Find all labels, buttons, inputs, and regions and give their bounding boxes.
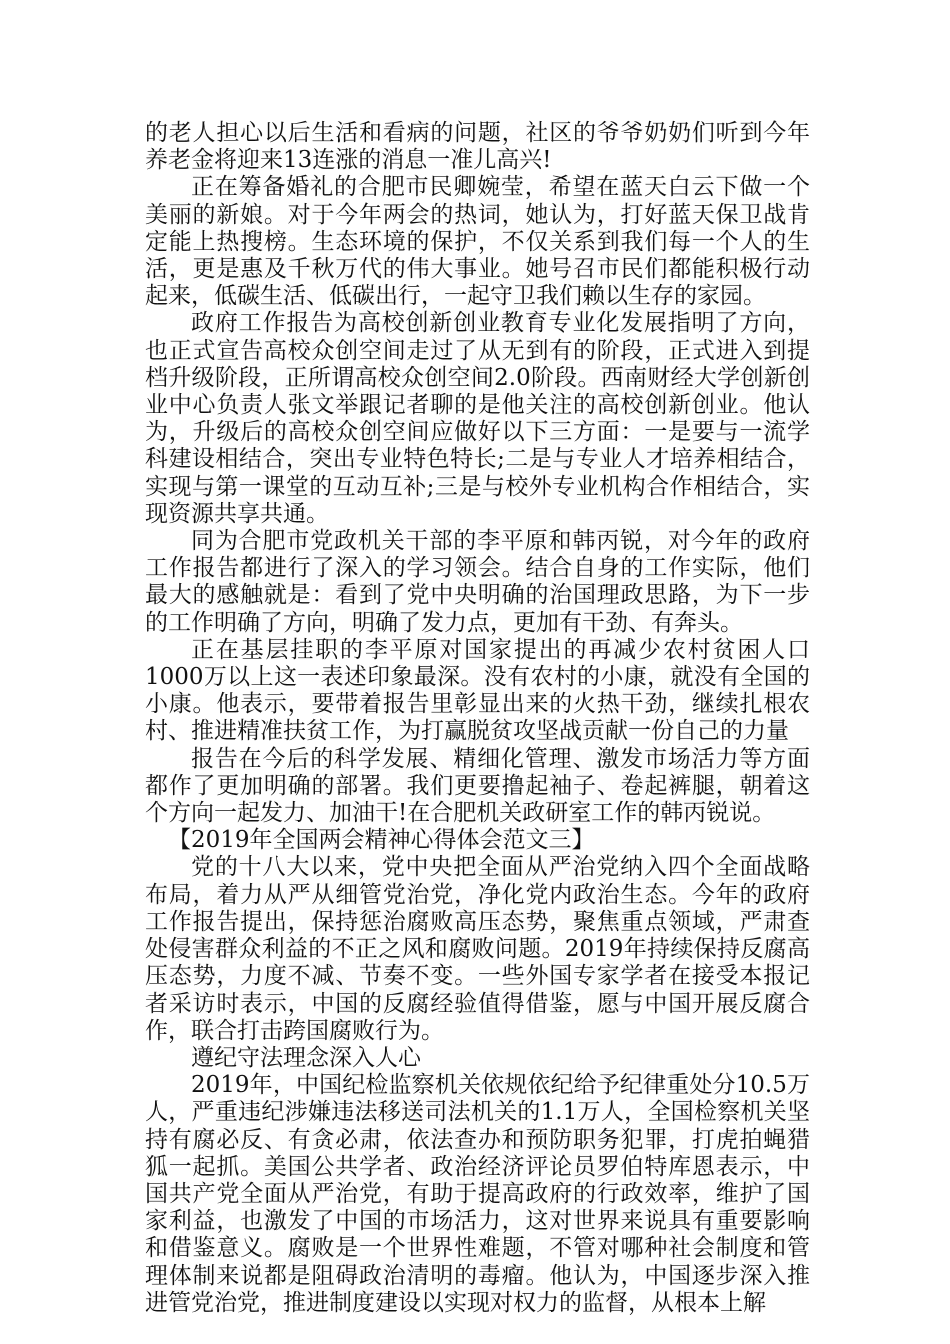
paragraph-anti-corruption: 党的十八大以来，党中央把全面从严治党纳入四个全面战略布局，着力从严从细管党治党，净化党内政治生态。今年的政府工作报告提出，保持惩治腐败高压态势，聚焦重点领域，严肃查处侵害群众利益的不正之风和腐败问题。2019年持续保持反腐高压态势，力度不减、节奏不变。一些外国专家学者在接受本报记者采访时表示，中国的反腐经验值得借鉴，愿与中国开展反腐合作，联合打击跨国腐败行为。: [145, 854, 810, 1044]
paragraph-university-innovation: 政府工作报告为高校创新创业教育专业化发展指明了方向，也正式宣告高校众创空间走过了从无到有的阶段，正式进入到提档升级阶段，正所谓高校众创空间2.0阶段。西南财经大学创新创业中心负责人张文举跟记者聊的是他关注的高校创新创业。他认为，升级后的高校众创空间应做好以下三方面：一是要与一流学科建设相结合，突出专业特色特长;二是与专业人才培养相结合，实现与第一课堂的互动互补;三是与校外专业机构合作相结合，实现资源共享共通。: [145, 310, 810, 527]
paragraph-discipline-details: 2019年，中国纪检监察机关依规依纪给予纪律重处分10.5万人，严重违纪涉嫌违法移送司法机关的1.1万人，全国检察机关坚持有腐必反、有贪必肃，依法查办和预防职务犯罪，打虎拍蝇猎狐一起抓。美国公共学者、政治经济评论员罗伯特库恩表示，中国共产党全面从严治党，有助于提高政府的行政效率，维护了国家利益，也激发了中国的市场活力，这对世界来说具有重要影响和借鉴意义。腐败是一个世界性难题，不管对哪种社会制度和管理体制来说都是阻碍政治清明的毒瘤。他认为，中国逐步深入推进管党治党，推进制度建设以实现对权力的监督，从根本上解: [145, 1072, 810, 1316]
paragraph-elderly-pension: 的老人担心以后生活和看病的问题，社区的爷爷奶奶们听到今年养老金将迎来13连涨的消息一准儿高兴!: [145, 120, 810, 174]
section-heading: 【2019年全国两会精神心得体会范文三】: [168, 827, 595, 854]
paragraph-wedding-blue-sky: 正在筹备婚礼的合肥市民卿婉莹，希望在蓝天白云下做一个美丽的新娘。对于今年两会的热词，她认为，打好蓝天保卫战肯定能上热搜榜。生态环境的保护，不仅关系到我们每一个人的生活，更是惠及千秋万代的伟大事业。她号召市民们都能积极行动起来，低碳生活、低碳出行，一起守卫我们赖以生存的家园。: [145, 174, 810, 310]
paragraph-hefei-officials: 同为合肥市党政机关干部的李平原和韩丙锐，对今年的政府工作报告都进行了深入的学习领会。结合自身的工作实际，他们最大的感触就是：看到了党中央明确的治国理政思路，为下一步的工作明确了方向，明确了发力点，更加有干劲、有奔头。: [145, 528, 810, 636]
paragraph-report-deployment: 报告在今后的科学发展、精细化管理、激发市场活力等方面都作了更加明确的部署。我们更要撸起袖子、卷起裤腿，朝着这个方向一起发力、加油干!在合肥机关政研室工作的韩丙锐说。: [145, 745, 810, 827]
paragraph-poverty-alleviation: 正在基层挂职的李平原对国家提出的再减少农村贫困人口1000万以上这一表述印象最深。没有农村的小康，就没有全国的小康。他表示，要带着报告里彰显出来的火热干劲，继续扎根农村、推进精准扶贫工作，为打赢脱贫攻坚战贡献一份自己的力量: [145, 636, 810, 745]
document-page: [145, 120, 810, 1317]
subheading-discipline: 遵纪守法理念深入人心: [191, 1044, 421, 1071]
